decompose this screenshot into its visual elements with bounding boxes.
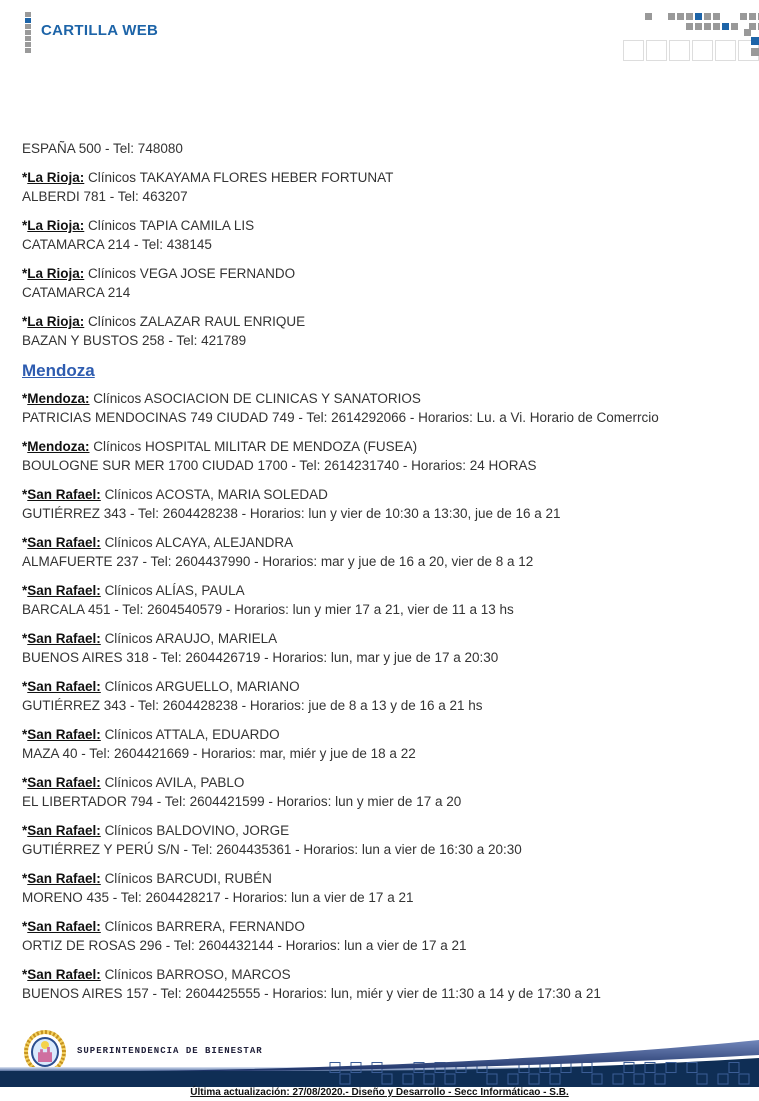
directory-entry [22,485,751,523]
entry-name: Clínicos ARGUELLO, MARIANO [104,679,300,694]
entry-detail: GUTIÉRREZ 343 - Tel: 2604428238 - Horarios: lun y vier de 10:30 a 13:30, jue de 16 a 21 [22,506,561,521]
directory-entry [22,917,751,955]
entry-detail: MORENO 435 - Tel: 2604428217 - Horarios: lun a vier de 17 a 21 [22,890,414,905]
directory-entry [22,821,751,859]
entry-name: Clínicos ZALAZAR RAUL ENRIQUE [88,314,306,329]
directory-entry [22,965,751,1003]
entry-detail: GUTIÉRREZ Y PERÚ S/N - Tel: 2604435361 - Horarios: lun a vier de 16:30 a 20:30 [22,842,522,857]
entry-name: Clínicos BALDOVINO, JORGE [104,823,290,838]
entry-name: Clínicos ALCAYA, ALEJANDRA [104,535,294,550]
section-heading[interactable]: Mendoza [22,361,95,380]
header-pixel-strip-icon [25,12,31,52]
entry-name: Clínicos ASOCIACION DE CLINICAS Y SANATORIOS [93,391,421,406]
directory-entry [22,869,751,907]
entry-location-label: San Rafael: [27,727,101,742]
directory-entry [22,725,751,763]
entry-detail: ORTIZ DE ROSAS 296 - Tel: 2604432144 - Horarios: lun a vier de 17 a 21 [22,938,467,953]
entry-marker: * [22,775,28,790]
entry-name: Clínicos HOSPITAL MILITAR DE MENDOZA (FUSEA) [93,439,418,454]
entry-marker: * [22,391,28,406]
entry-detail: ALMAFUERTE 237 - Tel: 2604437990 - Horarios: mar y jue de 16 a 20, vier de 8 a 12 [22,554,534,569]
entry-name: Clínicos TAKAYAMA FLORES HEBER FORTUNAT [88,170,394,185]
entry-marker: * [22,218,28,233]
entry-detail: PATRICIAS MENDOCINAS 749 CIUDAD 749 - Tel: 2614292066 - Horarios: Lu. a Vi. Horario de Comerrcio [22,410,659,425]
entry-detail: MAZA 40 - Tel: 2604421669 - Horarios: mar, miér y jue de 18 a 22 [22,746,416,761]
entry-detail: GUTIÉRREZ 343 - Tel: 2604428238 - Horarios: jue de 8 a 13 y de 16 a 21 hs [22,698,483,713]
entry-location-label: San Rafael: [27,967,101,982]
directory-entry [22,677,751,715]
entry-location-label: San Rafael: [27,775,101,790]
entry-marker: * [22,266,28,281]
entry-name: Clínicos TAPIA CAMILA LIS [88,218,255,233]
app-title: CARTILLA WEB [41,22,159,39]
directory-entry [22,581,751,619]
entry-marker: * [22,967,28,982]
entry-marker: * [22,583,28,598]
directory-entry [22,533,751,571]
entry-marker: * [22,631,28,646]
entry-marker: * [22,679,28,694]
entry-name: Clínicos AVILA, PABLO [104,775,245,790]
entry-name: Clínicos ATTALA, EDUARDO [104,727,280,742]
entry-detail: BAZAN Y BUSTOS 258 - Tel: 421789 [22,333,247,348]
directory-list [22,139,751,1013]
directory-entry [22,168,751,206]
entry-detail: CATAMARCA 214 [22,285,131,300]
entry-name: Clínicos ACOSTA, MARIA SOLEDAD [104,487,328,502]
entry-name: Clínicos ALÍAS, PAULA [104,583,245,598]
entry-marker: * [22,727,28,742]
entry-location-label: San Rafael: [27,631,101,646]
entry-name: Clínicos VEGA JOSE FERNANDO [88,266,296,281]
entry-location-label: Mendoza: [27,391,90,406]
entry-location-label: San Rafael: [27,535,101,550]
entry-marker: * [22,170,28,185]
directory-entry [22,264,751,302]
entry-location-label: La Rioja: [27,266,85,281]
entry-location-label: San Rafael: [27,919,101,934]
entry-location-label: La Rioja: [27,218,85,233]
directory-entry [22,216,751,254]
directory-entry [22,629,751,667]
entry-name: Clínicos BARCUDI, RUBÉN [104,871,272,886]
directory-entry [22,389,751,427]
entry-detail: BOULOGNE SUR MER 1700 CIUDAD 1700 - Tel: 2614231740 - Horarios: 24 HORAS [22,458,537,473]
entry-detail: BUENOS AIRES 157 - Tel: 2604425555 - Horarios: lun, miér y vier de 11:30 a 14 y de 17:30 a 21 [22,986,601,1001]
directory-entry [22,312,751,350]
entry-location-label: La Rioja: [27,170,85,185]
entry-marker: * [22,314,28,329]
last-update-note: Última actualización: 27/08/2020.- Diseño y Desarrollo - Secc Informáticao - S.B. [190,1087,569,1098]
entry-marker: * [22,871,28,886]
entry-name: Clínicos ARAUJO, MARIELA [104,631,278,646]
entry-location-label: La Rioja: [27,314,85,329]
entry-marker: * [22,439,28,454]
header [0,0,759,60]
entry-detail: ALBERDI 781 - Tel: 463207 [22,189,188,204]
entry-location-label: San Rafael: [27,487,101,502]
entry-detail: CATAMARCA 214 - Tel: 438145 [22,237,212,252]
continuation-line: ESPAÑA 500 - Tel: 748080 [22,141,183,156]
entry-location-label: San Rafael: [27,823,101,838]
entry-marker: * [22,535,28,550]
entry-marker: * [22,487,28,502]
entry-location-label: San Rafael: [27,871,101,886]
entry-detail: BARCALA 451 - Tel: 2604540579 - Horarios: lun y mier 17 a 21, vier de 11 a 13 hs [22,602,514,617]
entry-name: Clínicos BARRERA, FERNANDO [104,919,305,934]
entry-detail: EL LIBERTADOR 794 - Tel: 2604421599 - Horarios: lun y mier de 17 a 20 [22,794,462,809]
directory-entry [22,773,751,811]
directory-entry [22,437,751,475]
entry-name: Clínicos BARROSO, MARCOS [104,967,291,982]
entry-location-label: Mendoza: [27,439,90,454]
entry-marker: * [22,823,28,838]
entry-location-label: San Rafael: [27,679,101,694]
entry-detail: BUENOS AIRES 318 - Tel: 2604426719 - Horarios: lun, mar y jue de 17 a 20:30 [22,650,499,665]
entry-marker: * [22,919,28,934]
entry-location-label: San Rafael: [27,583,101,598]
organization-name: SUPERINTENDENCIA DE BIENESTAR [77,1046,263,1056]
footer-swoosh-graphic [0,1036,759,1087]
